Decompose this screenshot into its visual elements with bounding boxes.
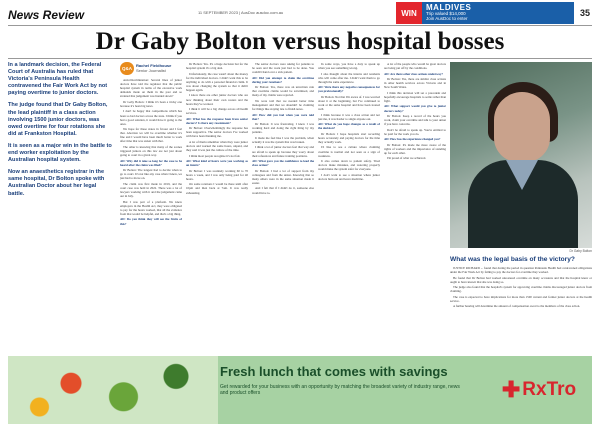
interview-answer: Unfortunately, the case wasn't about the money for the individual doctors. I didn't want this to be anything to do with a personal financial claim. It was about changing the system so that it didn't happen again. xyxy=(186,71,248,92)
interview-answer: It made me feel like I was the problem, when actually it was the system that was broken. xyxy=(252,135,314,144)
legal-basis-title: What was the legal basis of the victory? xyxy=(450,256,575,263)
interview-answer: We were told that we needed better time management and that we shouldn't be claiming for things like staying late to finish notes. xyxy=(252,98,314,112)
header-divider xyxy=(8,25,592,26)
interview-answer: I'd like to see a culture where claiming overtime is normal and not seen as a sign of weakness. xyxy=(318,145,380,158)
interview-answer: I think because it was a class action and not just me, it was harder to single anyone out. xyxy=(318,112,380,121)
interview-answer: But I was part of a platform. We knew employers in the Health Act, they were obligated to pay for the hours worked, that all the evidence from that would be helpful, and that's a big thing. xyxy=(120,199,182,216)
maldives-ad-line1: Trip valued $14,000 xyxy=(426,11,466,17)
interview-question: AD: What do you hope changes as a result of the decision? xyxy=(318,122,380,131)
interview-question: AD: Did you attempt to claim the overtime during your rotations? xyxy=(252,75,314,84)
interview-answer: Dr Bolton: Yes. It's a huge decision but for the hospital system it's a big deal. xyxy=(186,62,248,71)
interview-question: AD: Why did it take so long for the case to be heard after the claim was filed? xyxy=(120,158,182,167)
article-column-1 xyxy=(120,78,182,352)
article-column-3 xyxy=(252,62,314,352)
intro-paragraph: Now an anaesthetics registrar in the same hospital, Dr Bolton spoke with Australian Doctor about her legal battle. xyxy=(8,169,105,197)
interview-answer: I think a lot of junior doctors feel that way and are afraid to speak up because they worry about their references and future training positions. xyxy=(252,145,314,158)
interview-question: AD: How did you feel when you were told that? xyxy=(252,112,314,121)
rxtro-ad-banner[interactable] xyxy=(8,356,592,424)
plus-cross-icon: ✚ xyxy=(501,377,521,402)
legal-basis-paragraph: A further hearing will determine the amount of compensation owed to the members of the class action. xyxy=(453,304,581,309)
vegetables-image xyxy=(8,356,218,424)
maldives-ad-banner[interactable] xyxy=(396,2,574,24)
interview-question: AD: Were there any negative consequences for you professionally? xyxy=(318,85,380,94)
interview-answer: Dr Bolton: Overwhelmingly the response has been supportive. The senior doctors I've worked with have been thanking me. xyxy=(186,126,248,139)
article-column-2 xyxy=(186,62,248,352)
interview-answer: I'm proud of what we achieved. xyxy=(387,156,427,161)
interview-answer: We hope for these states in favour and I feel that. Abortion we will be overtime whether it's fine and I would have been much better to work after time that was stolen with that. xyxy=(120,127,182,144)
interview-question: AD: How has the experience changed you? xyxy=(384,137,441,142)
maldives-ad-text xyxy=(422,4,471,22)
maldives-ad-line2: Join AusDoc to enter xyxy=(426,16,468,22)
interview-answer: A lot of them remember when they were junior doctors and worked the same hours, unpaid, and they said it was just the culture of the time. xyxy=(186,139,248,153)
interview-answer: A lot of the people who would be great doctors are being put off by the conditions. xyxy=(384,62,446,71)
interview-answer: And I felt that if I didn't do it, someone else would have to. xyxy=(252,186,314,195)
article-intro xyxy=(8,62,113,203)
intro-paragraph: In a landmark decision, the Federal Court of Australia has ruled that Victoria's Peninsula Health contravened the Fair Work Act by not paying overtime to junior doctors. xyxy=(8,62,108,97)
headline-divider xyxy=(8,58,592,59)
interview-question: AD: Are there other class actions underway? xyxy=(384,71,443,76)
photo-caption: Dr Gaby Bolton xyxy=(569,249,592,253)
legal-basis-paragraph: JUSTICE RICHARD ... found that during the period in question Peninsula Health had contravened obligations under the Fair Work Act by failing to pay the doctors for overtime they worked. xyxy=(450,266,592,275)
interview-answer: Don't be afraid to speak up. You're entitled to be paid for the work you do. xyxy=(384,127,446,136)
interview-answer: It also comes down to patient safety. Tired doctors make mistakes, and rostering properly would make the system safer for everyone. xyxy=(318,159,380,172)
ad-subtext: Get rewarded for your business with an opportunity by matching the broadest variety of industry range, news and product offers xyxy=(220,384,460,397)
interview-answer: The senior doctors were asking for patients to be seen and the work just had to be done. You couldn't hand over a sick patient. xyxy=(252,62,314,75)
interview-answer: Dr Bolton: Yes, there was an unwritten rule that overtime claims would be scrutinised, and many of my claims were rejected. xyxy=(252,85,314,98)
interview-question: AD: What kind of hours were you working as an intern? xyxy=(186,159,248,168)
portrait-photo xyxy=(450,62,592,248)
byline-name: Rachel Fieldhouse xyxy=(136,63,172,68)
interview-answer: Dr Bolton: The longest had to decide when to go to court. It's not like any case when I knew, we just had to move on. xyxy=(120,168,182,181)
interview-question: AD: What support would you give to junior doctors today? xyxy=(384,104,446,113)
interview-answer: The other is knowing that many of the scenes triggered juniors on this law are not just about going to court in a given way. xyxy=(120,144,182,158)
legal-basis-paragraph: The case is expected to have implications for more than 1500 current and former junior doctors at the health service. xyxy=(450,294,592,303)
legal-basis-box xyxy=(450,256,592,348)
issue-date: 11 SEPTEMBER 2023 | AusDoc ausdoc.com.au xyxy=(198,10,284,15)
byline xyxy=(136,64,171,73)
interview-answer: In some ways, you have a duty to speak up when you see something wrong. xyxy=(318,62,380,71)
intro-paragraph: It is seen as a major win in the battle to end worker exploitation by the Australian hospital system. xyxy=(8,142,112,164)
interview-answer: Dr Bolton: I was routinely working 60 to 70 hours a week, and I was only being paid for 40 hours. xyxy=(186,168,248,181)
article-column-4 xyxy=(318,62,380,352)
interview-question: AD: Do you think they will see the fruits of this? xyxy=(120,217,182,226)
interview-answer: I think it will be a big change across all health services. xyxy=(186,107,248,116)
interview-answer: Dr Bolton: Keep a record of the hours you work, claim your overtime and talk to your union if you have concerns. xyxy=(384,113,446,127)
interview-answer: I don't want to see a situation where junior doctors burn out and leave medicine. xyxy=(318,172,380,181)
qa-badge-icon: Q&A xyxy=(120,62,134,75)
rxtro-logo-text: RxTro xyxy=(522,379,577,400)
interview-question: AD: What has the response been from senior doctors? Is there any resentment? xyxy=(186,116,248,125)
byline-role: Senior Journalist xyxy=(136,67,166,73)
article-headline: Dr Gaby Bolton versus hospital bosses xyxy=(95,28,505,55)
interview-answer: The claim was first made in 2019, and the court case was held in 2022. There was a lot of lawyers working with it and the judgement came out in July. xyxy=(120,181,182,199)
maldives-ad-title: MALDIVES xyxy=(426,3,472,13)
ad-headline: Fresh lunch that comes with savings xyxy=(220,364,448,379)
interview-answer: Dr Bolton: Not that I'm aware of. I was worried about it at the beginning, but I've continued to work at the same hospital and have been treated well. xyxy=(318,94,380,112)
page-number: 35 xyxy=(580,8,591,18)
article-column-5 xyxy=(384,62,446,352)
rxtro-logo[interactable] xyxy=(492,370,586,410)
interview-answer: On some rotations I would be there until after 10pm and then back at 7am. It was really exhausting. xyxy=(186,182,248,195)
photo-face-shape xyxy=(494,92,550,162)
interview-answer: I don't be happy that competitions which has been so bad doctors across the state. I think if you had a good solution, it would have it going to the ones. xyxy=(120,109,182,126)
section-title: News Review xyxy=(8,8,85,22)
interview-answer: Anti-Discrimination: Several lines of junior doctors have told the regulator that the public hospital system in terms of the excessive work demands made on them in the past and so strained that judgement was handed down? xyxy=(120,78,182,99)
intro-paragraph: The judge found that Dr Gaby Bolton, the lead plaintiff in a class action involving 1500 junior doctors, was owed overtime for four rotations she did at Frankston Hospital. xyxy=(8,102,108,137)
interview-answer: Dr Bolton: I had a lot of support from my colleagues and from the union. Knowing that so many others were in the same situation made it easier. xyxy=(252,168,314,185)
interview-answer: Dr Bolton: Yes, there are similar class actions in other health services across Victoria and in New South Wales. xyxy=(384,77,446,90)
interview-answer: I know there are other junior doctors who are now thinking about their own rosters and the hours they've worked. xyxy=(186,93,248,106)
interview-answer: Dr Bolton: It was frustrating. I knew I was working hard and doing the right thing by my patients. xyxy=(252,122,314,135)
interview-answer: I think this decision will set a precedent and hopefully encourage hospitals to settle rather than fight. xyxy=(384,90,446,103)
win-badge: WIN xyxy=(396,2,422,24)
interview-answer: Dr Gaby Bolton: I think it's been a tricky one because it's been big news. xyxy=(120,99,182,108)
interview-answer: I also thought about the interns and residents who will come after me. I didn't want them to go through the same experience. xyxy=(318,71,380,84)
interview-answer: I think most people recognise it's not fair. xyxy=(189,153,241,158)
legal-basis-paragraph: He found that Dr Bolton had worked unrostered overtime on many occasions and that the hospital knew or ought to have known that she was doing so. xyxy=(450,275,592,284)
interview-answer: Dr Bolton: I hope hospitals start recording hours accurately and paying doctors for the time they actually work. xyxy=(318,131,380,144)
page-header xyxy=(0,0,600,26)
legal-basis-paragraph: The judge also found that the hospital's system for approving overtime claims discouraged junior doctors from claiming. xyxy=(450,285,592,294)
interview-question: AD: What gave you the confidence to lead the class action? xyxy=(252,159,314,168)
legal-basis-text xyxy=(450,266,592,348)
interview-answer: Dr Bolton: It's made me more aware of the rights of workers and the importance of standing up for each other. xyxy=(384,142,446,155)
